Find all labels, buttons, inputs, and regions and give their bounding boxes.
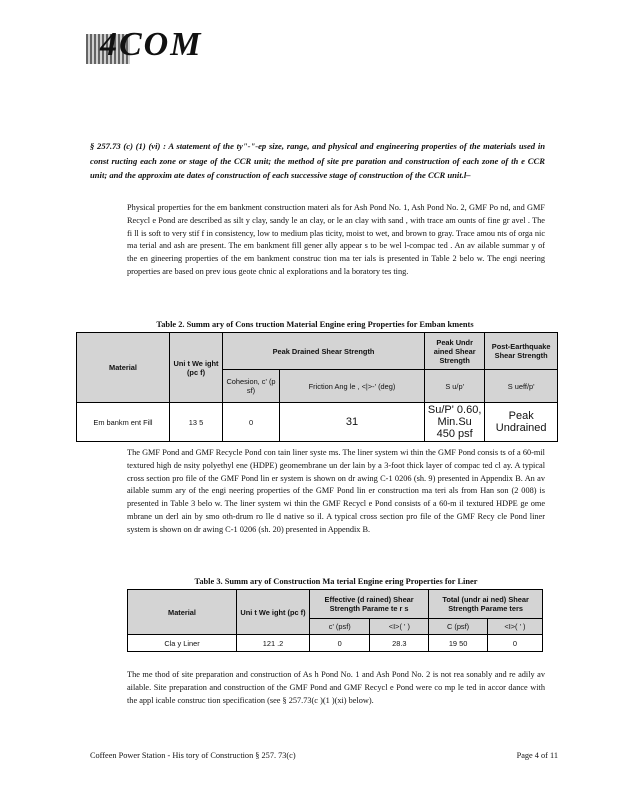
col-material: Material — [128, 590, 237, 635]
cell-material: Em bankm ent Fill — [77, 403, 170, 442]
col-phi-eff: <I>( ' ) — [370, 619, 429, 635]
table2-caption: Table 2. Summ ary of Cons truction Material Engine ering Properties for Emban kments — [156, 320, 474, 329]
regulation-requirement: § 257.73 (c) (1) (vi) : A statement of the ty"-"-ep size, range, and physical and engineering properties of the materials used in const ructing each zone or stage of the CCR unit; the method of site pre paration and construction of each zone of th e CCR unit; and the approxim ate dates of construction of each successive stage of construction of the CCR unit.l– — [90, 141, 545, 180]
paragraph-physical-properties: Physical properties for the em bankment construction materi als for Ash Pond No. 1, Ash Pond No. 2, GMF Po nd, and GMF Recycl e Pond are described as silt y clay, sandy le an clay, or le an clay with sand , with trace am ounts of fine gr avel . The fi ll is soft to very stif f in consistency, low to medium plas ticity, moist to wet, and brown to gray. Trace amou nts of orga nic ma terial and ash are present. The em bankment fill gener ally appear s to be wel l-compac ted . An av ailable summar y of the en gineering properties of the em bankment construc tion ma ter ials is presented in Table 2 belo w. The engi neering properties are based on prev ious geote chnic al explorations and la boratory tes ting. — [127, 203, 545, 276]
table-row — [128, 635, 543, 652]
col-total-strength: Total (undr ai ned) Shear Strength Parame ters — [429, 590, 543, 619]
cell-cohesion: 0 — [223, 403, 280, 442]
col-peak-undrained: Peak Undr ained Shear Strength — [425, 333, 485, 370]
col-unit-weight: Uni t We ight (pc f) — [170, 333, 223, 403]
paragraph-site-preparation: The me thod of site preparation and construction of As h Pond No. 1 and Ash Pond No. 2 is not rea sonably and re adily av ailable. Site preparation and construction of the GMF Pond and GMF Recycl e Pond were co mp le ted in accor dance with the appl icable construc tion specification (see § 257.73(c )(1 )(xi) below). — [127, 670, 545, 705]
cell-c-total: 19 50 — [429, 635, 488, 652]
col-su-eff: S ueff/p' — [485, 370, 558, 403]
col-friction-angle: Friction Ang le , <|>-' (deg) — [280, 370, 425, 403]
col-su-p: S u/p' — [425, 370, 485, 403]
footer-title: Coffeen Power Station - His tory of Construction § 257. 73(c) — [90, 751, 296, 760]
cell-unit-weight: 121 .2 — [237, 635, 310, 652]
col-c-total: C (psf) — [429, 619, 488, 635]
peak-undrained-ratio: Su/P' 0.60, — [427, 404, 482, 416]
col-peak-drained: Peak Drained Shear Strength — [223, 333, 425, 370]
col-effective-strength: Effective (d rained) Shear Strength Parame te r s — [310, 590, 429, 619]
col-unit-weight: Uni t We ight (pc f) — [237, 590, 310, 635]
table3-liner-properties — [127, 589, 543, 652]
paragraph-liner-systems: The GMF Pond and GMF Recycle Pond con tain liner syste ms. The liner system wi thin the GMF Pond consis ts of a 60-mil textured high de nsity polyethyl ene (HDPE) geomembrane un der lain by a 3-foot thick layer of compac ted cl ay. A typical cross section pro file of the GMF Pond lin er system is shown on dr awing C-1 0206 (sh. 9) presented in Appendix B. An av ailable summ ary of the engi neering properties of the GMF Pond lin er construction ma teri als from Han son (2 008) is presented in Table 3 belo w. The liner system wi thin the GMF Recycl e Pond consists of a 60-m il textured HDPE ge ome mbrane un derl ain by smo oth-drum ro lle d native so il. A typical cross section pro file of the GMF Recy cle Pond liner system is shown on dr awing C-1 0206 (sh. 20) presented in Appendix B. — [127, 448, 545, 534]
cell-peak-undrained — [425, 403, 485, 442]
table2-embankment-properties — [76, 332, 558, 442]
company-logo: 4COM — [100, 26, 203, 63]
page-number: Page 4 of 11 — [516, 751, 558, 760]
cell-c-eff: 0 — [310, 635, 370, 652]
table3-caption: Table 3. Summ ary of Construction Ma terial Engine ering Properties for Liner — [194, 577, 478, 586]
col-material: Material — [77, 333, 170, 403]
cell-friction-angle: 31 — [280, 403, 425, 442]
col-cohesion: Cohesion, c' (p sf) — [223, 370, 280, 403]
col-phi-total: <I>( ' ) — [487, 619, 542, 635]
cell-phi-total: 0 — [487, 635, 542, 652]
col-c-eff: c' (psf) — [310, 619, 370, 635]
table-row — [77, 403, 558, 442]
col-post-earthquake: Post-Earthquake Shear Strength — [485, 333, 558, 370]
peak-undrained-min: Min.Su 450 psf — [436, 416, 473, 440]
cell-material: Cla y Liner — [128, 635, 237, 652]
cell-unit-weight: 13 5 — [170, 403, 223, 442]
cell-phi-eff: 28.3 — [370, 635, 429, 652]
cell-post-earthquake: Peak Undrained — [485, 403, 558, 442]
